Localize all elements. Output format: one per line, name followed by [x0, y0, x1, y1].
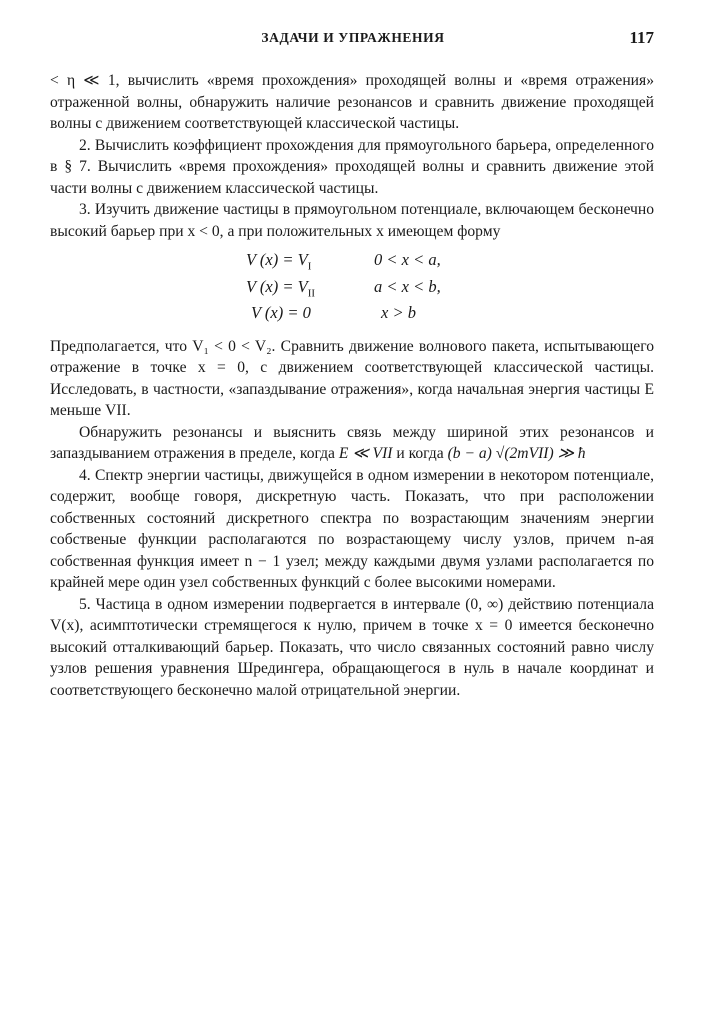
problem-5: 5. Частица в одном измерении подвергается в интервале (0, ∞) действию потенциала V(x), асимптотически стремящегося к нулю, причем в точке x = 0 имеется бесконечно высокий отталкивающий барьер. Показать, что число связанных состояний равно числу узлов решения уравнения Шредингера, обращающегося в нуль в начале координат и соответствующего бесконечно малой отрицательной энергии. — [50, 595, 654, 699]
paragraph-continued: < η ≪ 1, вычислить «время прохождения» проходящей волны и «время отражения» отраженной волны, обнаружить наличие резонансов и сравнить движение проходящей волны с движением соответствующей классической частицы. — [50, 72, 654, 132]
inline-math: E ≪ VII — [338, 445, 393, 462]
problem-3-resonances: Обнаружить резонансы и выяснить связь между шириной этих резонансов и запаздыванием отражения в пределе, когда E ≪ VII и когда (b − a) √(2mVII) ≫ ħ — [50, 423, 654, 462]
inline-math: (b − a) √(2mVII) ≫ ħ — [447, 445, 586, 462]
problem-2: 2. Вычислить коэффициент прохождения для прямоугольного барьера, определенного в § 7. Вычислить «время прохождения» проходящей волны и сравнить движение этой части волны с движением классической частицы. — [50, 136, 654, 197]
formula-range: 0 < x < a, — [374, 250, 441, 269]
formula-range: x > b — [381, 303, 416, 322]
running-title: ЗАДАЧИ И УПРАЖНЕНИЯ — [261, 30, 445, 45]
formula-lhs: V $(x) = V_I$ — [246, 250, 312, 273]
problem-3-assumption: Предполагается, что V₁ < 0 < V₂. Сравнить движение волнового пакета, испытывающего отражение в точке x = 0, с движением соответствующей классической частицы. Исследовать, в частности, «запаздывание отражения», когда начальная энергия частицы E меньше VII. — [50, 337, 654, 419]
formula-row — [50, 249, 654, 276]
page-number: 117 — [629, 28, 654, 47]
problem-3: 3. Изучить движение частицы в прямоугольном потенциале, включающем бесконечно высокий барьер при x < 0, а при положительных x имеющем форму — [50, 201, 654, 240]
formula-row — [50, 276, 654, 303]
problem-4: 4. Спектр энергии частицы, движущейся в одном измерении в некотором потенциале, содержит, вообще говоря, дискретную часть. Показать, что при расположении собственных состояний дискретного спектра по возрастающим значениям энергии собственые функции располагаются по возрастающему числу узлов, причем n-ая собственная функция имеет n − 1 узел; между каждыми двумя узлами располагается по крайней мере один узел собственных функций с более высокими номерами. — [50, 466, 654, 591]
page-header — [52, 30, 654, 50]
formula-lhs: V (x) = 0 — [251, 303, 311, 322]
formula-range: a < x < b, — [374, 276, 441, 296]
formula-row — [50, 302, 654, 329]
formula-lhs: V $(x) = V_{II}$ — [246, 276, 316, 299]
page-body — [50, 70, 654, 701]
potential-formulas — [50, 249, 654, 329]
